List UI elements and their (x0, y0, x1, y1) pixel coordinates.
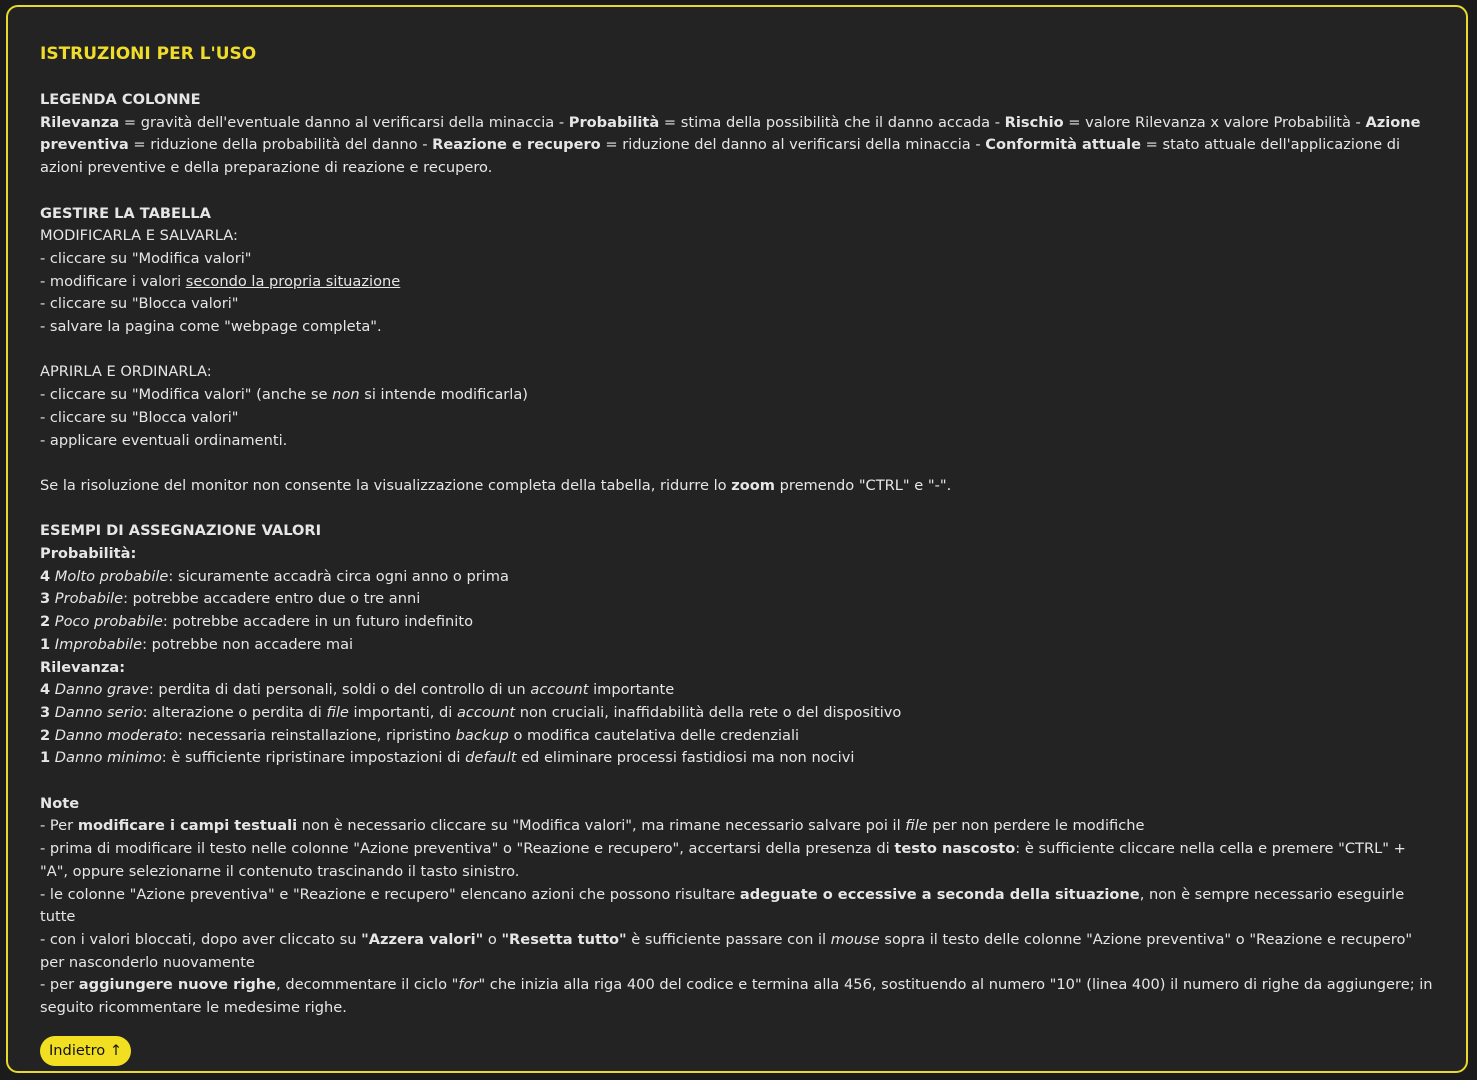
list-item: - per aggiungere nuove righe, decommentare il ciclo "for" che inizia alla riga 400 del codice e termina alla 456, sostituendo al numero "10" (linea 400) il numero di righe da aggiungere; in seguito ricommentare le medesime righe. (40, 976, 1433, 1017)
list-item: 3 Danno serio: alterazione o perdita di file importanti, di account non cruciali, inaffidabilità della rete o del dispositivo (40, 703, 902, 721)
list-item: - salvare la pagina come "webpage completa". (40, 318, 382, 336)
examples-section (40, 520, 1434, 770)
list-item: - con i valori bloccati, dopo aver cliccato su "Azzera valori" o "Resetta tutto" è sufficiente passare con il mouse sopra il testo delle colonne "Azione preventiva" o "Reazione e recupero" per nasconderlo nuovamente (40, 930, 1413, 971)
list-item: 2 Danno moderato: necessaria reinstallazione, ripristino backup o modifica cautelativa delle credenziali (40, 726, 800, 744)
list-item: - cliccare su "Modifica valori" (40, 249, 252, 267)
list-item: - prima di modificare il testo nelle colonne "Azione preventiva" o "Reazione e recupero", accertarsi della presenza di testo nascosto: è sufficiente cliccare nella cella e premere "CTRL" + "A", oppure selezionarne il contenuto trascinando il tasto sinistro. (40, 840, 1406, 880)
legend-section (40, 89, 1434, 180)
modify-save-subheading: MODIFICARLA E SALVARLA: (40, 227, 238, 245)
notes-heading: Note (40, 794, 80, 812)
page-title: ISTRUZIONI PER L'USO (40, 44, 257, 64)
open-sort-subheading: APRIRLA E ORDINARLA: (40, 363, 212, 381)
list-item: - cliccare su "Blocca valori" (40, 408, 239, 426)
back-button[interactable]: Indietro ↑ (40, 1036, 131, 1066)
examples-heading: ESEMPI DI ASSEGNAZIONE VALORI (40, 522, 322, 540)
list-item: 1 Danno minimo: è sufficiente ripristinare impostazioni di default ed eliminare processi fastidiosi ma non nocivi (40, 749, 855, 767)
notes-section (40, 793, 1434, 1020)
list-item: - cliccare su "Blocca valori" (40, 295, 239, 313)
list-item: 1 Improbabile: potrebbe non accadere mai (40, 635, 354, 653)
list-item: - Per modificare i campi testuali non è necessario cliccare su "Modifica valori", ma rimane necessario salvare poi il file per non perdere le modifiche (40, 817, 1145, 835)
relevance-heading: Rilevanza: (40, 658, 126, 676)
legend-text: Rilevanza = gravità dell'eventuale danno al verificarsi della minaccia - Probabilità = stima della possibilità che il danno accada - Rischio = valore Rilevanza x valore Probabilità - Azione preventiva = riduzione della probabilità del danno - Reazione e recupero = riduzione del danno al verificarsi della minaccia - Conformità attuale = stato attuale dell'applicazione di azioni preventive e della preparazione di reazione e recupero. (40, 113, 1421, 177)
list-item: - cliccare su "Modifica valori" (anche se non si intende modificarla) (40, 386, 528, 404)
manage-table-section (40, 203, 1434, 498)
list-item: 4 Danno grave: perdita di dati personali, soldi o del controllo di un account importante (40, 681, 675, 699)
list-item: 2 Poco probabile: potrebbe accadere in un futuro indefinito (40, 613, 473, 631)
probability-heading: Probabilità: (40, 545, 137, 562)
list-item: - modificare i valori secondo la propria situazione (40, 272, 401, 290)
list-item: 3 Probabile: potrebbe accadere entro due o tre anni (40, 590, 421, 608)
instructions-panel (6, 5, 1468, 1073)
list-item: - applicare eventuali ordinamenti. (40, 431, 288, 449)
zoom-hint: Se la risoluzione del monitor non consente la visualizzazione completa della tabella, ridurre lo zoom premendo "CTRL" e "-". (40, 476, 952, 494)
legend-heading: LEGENDA COLONNE (40, 91, 201, 108)
list-item: - le colonne "Azione preventiva" e "Reazione e recupero" elencano azioni che possono risultare adeguate o eccessive a seconda della situazione, non è sempre necessario eseguirle tutte (40, 885, 1405, 926)
manage-heading: GESTIRE LA TABELLA (40, 204, 211, 222)
list-item: 4 Molto probabile: sicuramente accadrà circa ogni anno o prima (40, 567, 509, 585)
